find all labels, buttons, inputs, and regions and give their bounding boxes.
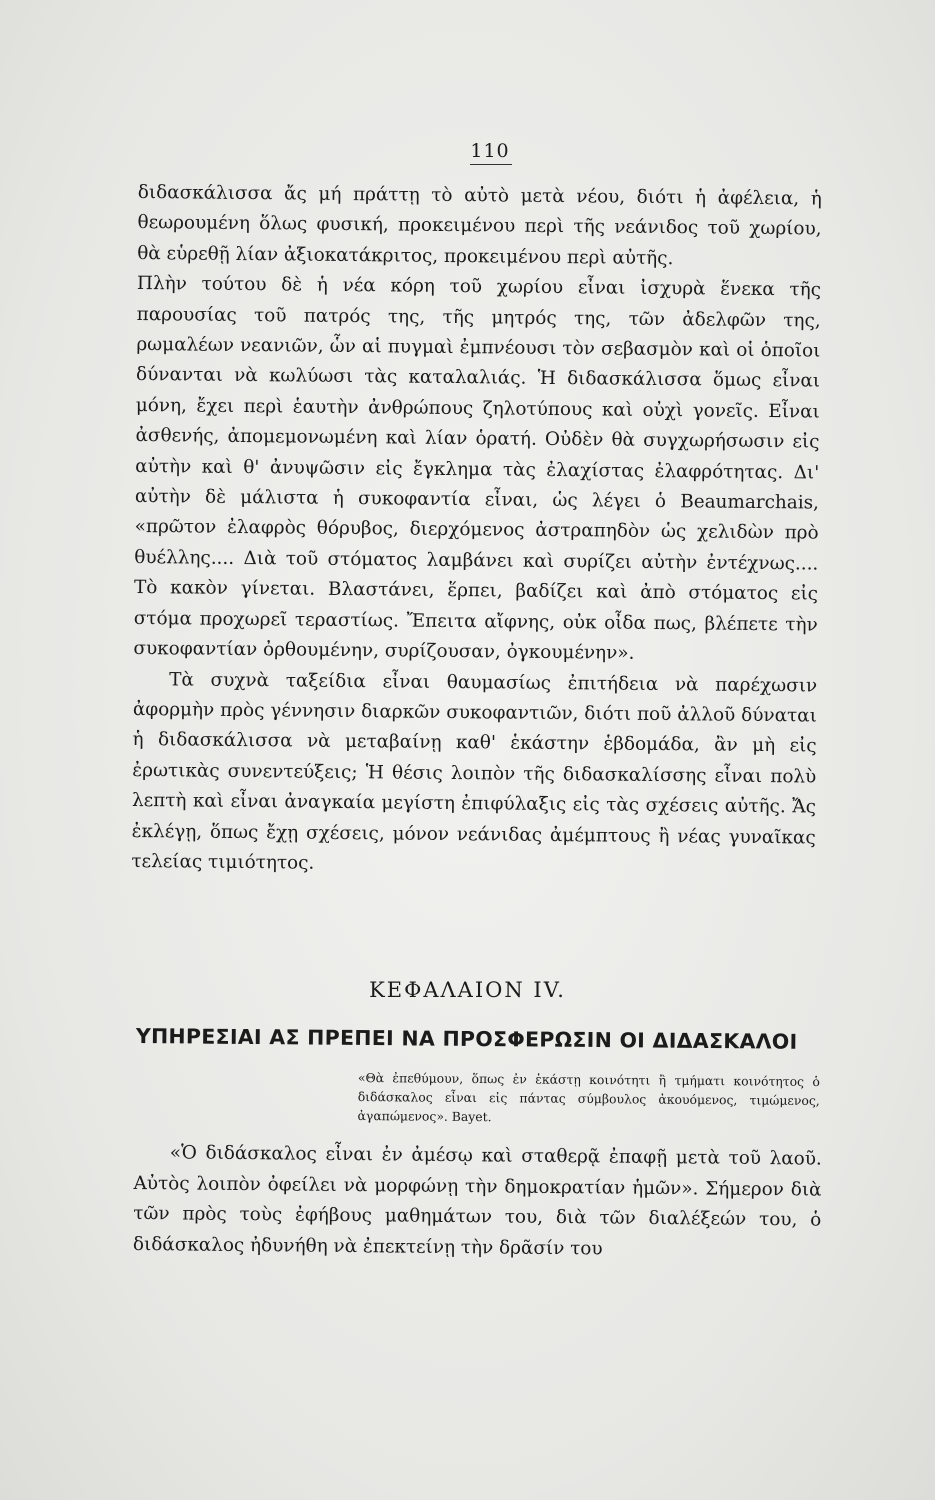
page-number: 110 — [470, 140, 510, 162]
body-text — [131, 178, 822, 884]
epigraph — [358, 1068, 820, 1129]
paragraph: Πλὴν τούτου δὲ ἡ νέα κόρη τοῦ χωρίου εἶναι ἰσχυρὰ ἕνεκα τῆς παρουσίας τοῦ πατρός της, τῆς μητρός της, τῶν ἀδελφῶν της, ρωμαλέων νεανιῶν, ὧν αἱ πυγμαὶ ἐμπνέουσι τὸν σεβασμὸν καὶ οἱ ὁποῖοι δύνανται νὰ κωλύωσι τὰς καταλαλιάς. Ἡ διδασκάλισσα ὅμως εἶναι μόνη, ἔχει περὶ ἑαυτὴν ἀνθρώπους ζηλοτύπους καὶ οὐχὶ γονεῖς. Εἶναι ἀσθενής, ἀπομεμονωμένη καὶ λίαν ὁρατή. Οὐδὲν θὰ συγχωρήσωσιν εἰς αὐτὴν καὶ θ' ἀνυψῶσιν εἰς ἔγκλημα τὰς ἐλαχίστας ἐλαφρότητας. Δι' αὐτὴν δὲ μάλιστα ἡ συκοφαντία εἶναι, ὡς λέγει ὁ Beaumarchais, «πρῶτον ἐλαφρὸς θόρυβος, διερχόμενος ἀστραπηδὸν ὡς χελιδὼν πρὸ θυέλλης.... Διὰ τοῦ στόματος λαμβάνει καὶ συρίζει αὐτὴν ἐντέχνως.... Τὸ κακὸν γίνεται. Βλαστάνει, ἕρπει, βαδίζει καὶ ἀπὸ στόματος εἰς στόμα προχωρεῖ τεραστίως. Ἔπειτα αἴφνης, οὐκ οἶδα πως, βλέπετε τὴν συκοφαντίαν ὀρθουμένην, συρίζουσαν, ὀγκουμένην». — [133, 273, 822, 664]
chapter-title: ΚΕΦΑΛΑΙΟΝ IV. — [369, 978, 566, 1002]
paragraph: Τὰ συχνὰ ταξείδια εἶναι θαυμασίως ἐπιτήδεια νὰ παρέχωσιν ἀφορμὴν πρὸς γέννησιν διαρκῶν συκοφαντιῶν, διότι ποῦ ἀλλοῦ δύναται ἡ διδασκάλισσα νὰ μεταβαίνῃ καθ' ἑκάστην ἑβδομάδα, ἂν μὴ εἰς ἐρωτικὰς συνεντεύξεις; Ἡ θέσις λοιπὸν τῆς διδασκαλίσσης εἶναι πολὺ λεπτὴ καὶ εἶναι ἀναγκαία μεγίστη ἐπιφύλαξις εἰς τὰς σχέσεις αὐτῆς. Ἄς ἐκλέγῃ, ὅπως ἔχῃ σχέσεις, μόνον νεάνιδας ἀμέμπτους ἢ νέας γυναῖκας τελείας τιμιότητος. — [131, 668, 818, 874]
page-number-underline — [470, 164, 512, 165]
section-heading: ΥΠΗΡΕΣΙΑΙ ΑΣ ΠΡΕΠΕΙ ΝΑ ΠΡΟΣΦΕΡΩΣΙΝ ΟΙ ΔΙΔΑΣΚΑΛΟΙ — [135, 1024, 798, 1054]
paragraph-continued: διδασκάλισσα ἄς μή πράττῃ τὸ αὐτὸ μετὰ νέου, διότι ἡ ἀφέλεια, ἡ θεωρουμένη ὅλως φυσική, προκειμένου περὶ τῆς νεάνιδος τοῦ χωρίου, θὰ εὑρεθῇ λίαν ἀξιοκατάκριτος, προκειμένου περὶ αὐτῆς. — [137, 181, 822, 269]
closing-paragraph: «Ὁ διδάσκαλος εἶναι ἐν ἀμέσῳ καὶ σταθερᾷ ἐπαφῇ μετὰ τοῦ λαοῦ. Αὐτὸς λοιπὸν ὀφείλει νὰ μορφώνῃ τὴν δημοκρατίαν ἡμῶν». Σήμερον διὰ τῶν πρὸς τοὺς ἐφήβους μαθημάτων του, διὰ τῶν διαλέξεών του, ὁ διδάσκαλος ἠδυνήθη νὰ ἐπεκτείνῃ τὴν δρᾶσίν του — [132, 1142, 822, 1260]
epigraph-text: «Θὰ ἐπεθύμουν, ὅπως ἐν ἑκάστῃ κοινότητι ἢ τμήματι κοινότητος ὁ διδάσκαλος εἶναι εἰς πάντας σύμβουλος ἀκουόμενος, τιμώμενος, ἀγαπώμενος». Bayet. — [357, 1069, 820, 1125]
closing-text — [133, 1138, 822, 1267]
